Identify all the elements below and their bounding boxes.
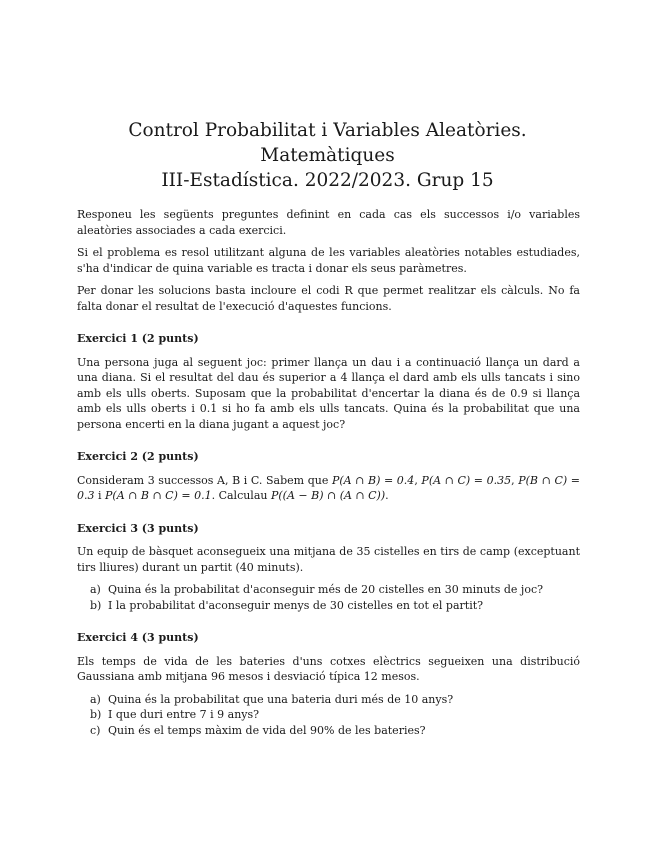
title-line-2: III-Estadística. 2022/2023. Grup 15 xyxy=(161,170,494,191)
list-item xyxy=(90,707,580,723)
exercise-1-text: Una persona juga al seguent joc: primer llança un dau i a continuació llança un dard a una diana. Si el resultat del dau és superior a 4 llança el dard amb els ulls tancats i sino amb els ulls oberts. Suposam que la probabilitat d'encertar la diana és de 0.9 si llança amb els ulls oberts i 0.1 si ho fa amb els ulls tancats. Quina és la probabilitat que una persona encerti en la diana jugant a aquest joc? xyxy=(77,355,580,431)
list-item xyxy=(90,692,580,708)
exercise-3-heading: Exercici 3 (3 punts) xyxy=(77,521,199,535)
exercise-4-heading: Exercici 4 (3 punts) xyxy=(77,631,199,644)
exercise-2-heading: Exercici 2 (2 punts) xyxy=(77,450,199,463)
item-label: b) xyxy=(90,598,102,612)
document-title xyxy=(60,118,595,193)
exercise-2-text-part: . Calculau xyxy=(211,489,271,502)
document-body xyxy=(77,207,580,738)
item-text: Quina és la probabilitat que una bateria duri més de 10 anys? xyxy=(108,692,454,706)
exercise-2-text-part: i xyxy=(94,489,106,502)
item-text: I que duri entre 7 i 9 anys? xyxy=(108,708,260,721)
item-text: Quina és la probabilitat d'aconseguir més de 20 cistelles en 30 minuts de joc? xyxy=(108,583,544,596)
title-line-1: Control Probabilitat i Variables Aleatòries. Matemàtiques xyxy=(128,120,527,166)
intro-paragraph-2: Si el problema es resol utilitzant alguna de les variables aleatòries notables estudiades, s'ha d'indicar de quina variable es tracta i donar els seus paràmetres. xyxy=(77,246,580,275)
item-text: Quin és el temps màxim de vida del 90% de les bateries? xyxy=(108,723,426,737)
exercise-2-text-part: , xyxy=(414,473,422,487)
exercise-2-text-part: . xyxy=(385,489,389,502)
exercise-1-heading: Exercici 1 (2 punts) xyxy=(77,332,199,345)
list-item xyxy=(90,598,580,614)
item-label: a) xyxy=(90,583,101,596)
exercise-4-subquestions xyxy=(77,692,580,739)
exercise-3-subquestions xyxy=(77,582,580,613)
math-expression: P(B ∩ C) = 0.3 xyxy=(77,473,580,502)
exercise-4-text: Els temps de vida de les bateries d'uns cotxes elèctrics segueixen una distribució Gaussiana amb mitjana 96 mesos i desviació típica 12 mesos. xyxy=(77,654,580,683)
exercise-2-text-part: Consideram 3 successos A, B i C. Sabem que xyxy=(77,473,332,487)
math-expression: P((A − B) ∩ (A ∩ C)) xyxy=(270,489,386,502)
exercise-2-text xyxy=(77,473,580,504)
intro-paragraph-3: Per donar les solucions basta incloure el codi R que permet realitzar els càlculs. No fa falta donar el resultat de l'execució d'aquestes funcions. xyxy=(77,284,580,313)
math-expression: P(A ∩ B ∩ C) = 0.1 xyxy=(105,489,212,502)
item-text: I la probabilitat d'aconseguir menys de 30 cistelles en tot el partit? xyxy=(108,598,484,612)
exercise-3-text: Un equip de bàsquet aconsegueix una mitjana de 35 cistelles en tirs de camp (exceptuant tirs lliures) durant un partit (40 minuts). xyxy=(77,545,580,574)
item-label: c) xyxy=(90,723,101,737)
intro-paragraph-1: Responeu les següents preguntes definint en cada cas els successos i/o variables aleatòries associades a cada exercici. xyxy=(77,208,580,237)
item-label: a) xyxy=(90,692,101,706)
list-item xyxy=(90,723,580,739)
list-item xyxy=(90,582,580,598)
math-expression: P(A ∩ B) = 0.4 xyxy=(331,473,415,487)
exercise-2-text-part: , xyxy=(511,473,519,487)
item-label: b) xyxy=(90,708,102,721)
math-expression: P(A ∩ C) = 0.35 xyxy=(421,473,512,487)
